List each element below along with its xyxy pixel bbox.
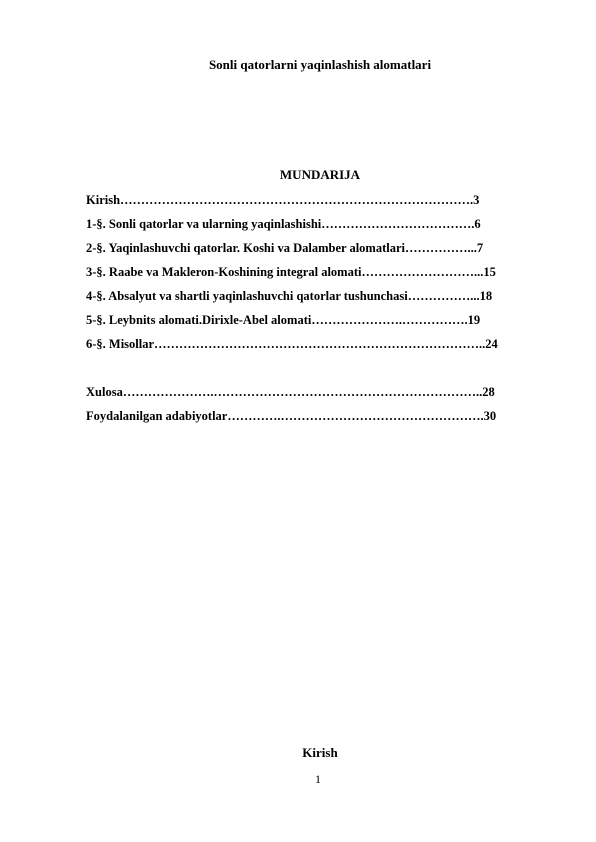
section-heading: Kirish xyxy=(302,745,338,760)
toc-entry-section-5: 5-§. Leybnits alomati.Dirixle-Abel alomati………………….…………….19 xyxy=(86,313,481,327)
toc-entry-xulosa: Xulosa………………….………………………………………………………..28 xyxy=(86,385,495,399)
document-title: Sonli qatorlarni yaqinlashish alomatlari xyxy=(208,57,432,72)
toc-entry-section-6: 6-§. Misollar……………………………………………………………………..24 xyxy=(86,337,498,351)
toc-entry-section-1: 1-§. Sonli qatorlar va ularning yaqinlashishi……………………………….6 xyxy=(86,217,481,231)
toc-entry-section-3: 3-§. Raabe va Makleron-Koshining integral alomati………………………...15 xyxy=(86,265,496,279)
toc-entry-section-4: 4-§. Absalyut va shartli yaqinlashuvchi qatorlar tushunchasi……………...18 xyxy=(86,289,493,303)
toc-entry-section-2: 2-§. Yaqinlashuvchi qatorlar. Koshi va Dalamber alomatlari……………...7 xyxy=(86,241,484,255)
toc-entry-kirish: Kirish………………………………………………………………………….3 xyxy=(86,193,480,207)
toc-heading: MUNDARIJA xyxy=(279,167,361,182)
page-number: 1 xyxy=(315,772,321,786)
toc-entry-adabiyotlar: Foydalanilgan adabiyotlar………….………………………………………….30 xyxy=(86,409,497,423)
